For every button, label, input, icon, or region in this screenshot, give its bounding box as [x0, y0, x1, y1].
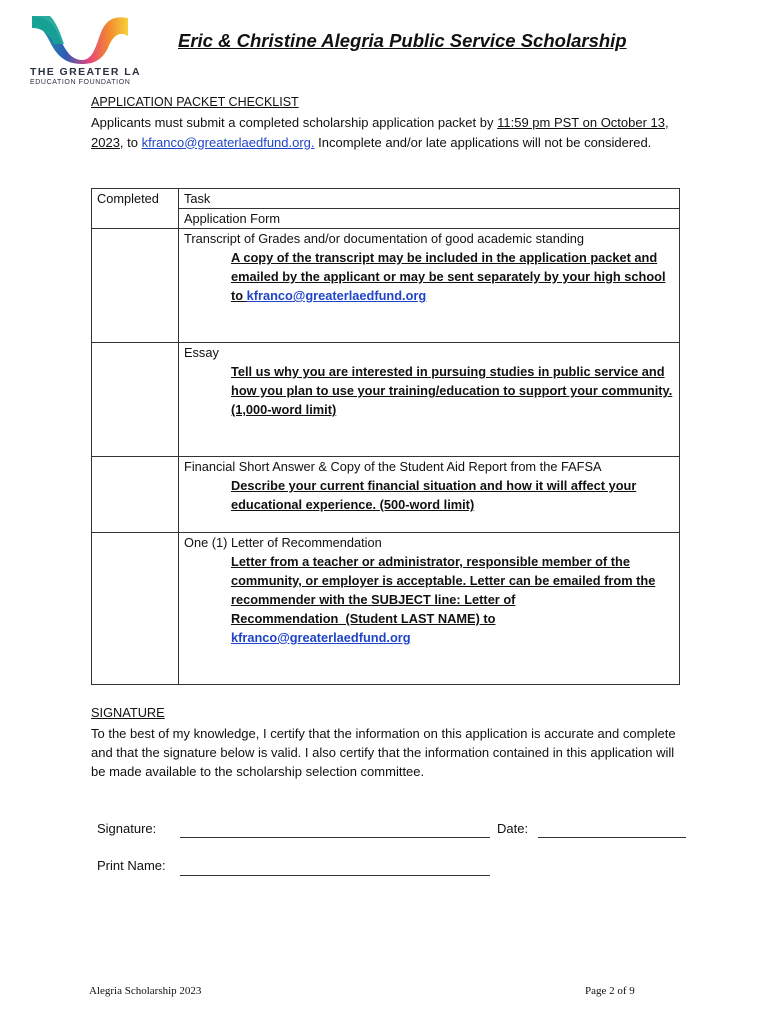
table-row	[92, 457, 680, 533]
signature-line[interactable]	[180, 837, 490, 838]
signature-label: Signature:	[97, 821, 157, 836]
footer-left: Alegria Scholarship 2023	[89, 985, 202, 997]
task-detail	[231, 552, 679, 647]
completed-header: Completed	[97, 191, 159, 206]
task-label: Financial Short Answer & Copy of the Student Aid Report from the FAFSA	[184, 459, 602, 474]
task-header-cell	[179, 189, 680, 209]
task-cell-essay	[179, 343, 680, 457]
intro-text-b: , to	[119, 134, 142, 150]
intro-text-c: Incomplete and/or late applications will not be considered.	[314, 134, 652, 150]
logo-text-line2: EDUCATION FOUNDATION	[30, 79, 131, 86]
signature-statement: To the best of my knowledge, I certify that the information on this application is accurate and complete and that the signature below is valid. I also certify that the information contained in this application will be made available to the scholarship selection committee.	[91, 726, 676, 779]
logo-mark-icon	[30, 14, 130, 66]
task-detail	[231, 248, 679, 305]
completed-cell[interactable]	[92, 229, 179, 343]
completed-cell[interactable]	[92, 457, 179, 533]
table-row	[92, 343, 680, 457]
intro-text-a: Applicants must submit a completed scholarship application packet by	[91, 115, 498, 130]
task-detail: Tell us why you are interested in pursuing studies in public service and how you plan to use your training/education to support your community. (1,000-word limit)	[231, 364, 673, 417]
table-row	[92, 209, 680, 229]
table-row-header	[92, 189, 680, 209]
task-detail-text: A copy of the transcript may be included in the application packet and emailed by the applicant or may be sent separately by your high school to	[231, 250, 666, 303]
task-label: One (1) Letter of Recommendation	[184, 535, 382, 550]
completed-cell[interactable]	[92, 533, 179, 685]
task-cell-financial	[179, 457, 680, 533]
email-link[interactable]: kfranco@greaterlaedfund.org	[231, 630, 411, 645]
table-row	[92, 533, 680, 685]
date-label: Date:	[497, 821, 529, 836]
checklist-heading: APPLICATION PACKET CHECKLIST	[91, 95, 299, 109]
task-detail-text: Letter from a teacher or administrator, responsible member of the community, or employer is acceptable. Letter can be emailed from the recommender with the SUBJECT line: Letter of Recommendation_(Student LAST NAME) to	[231, 554, 656, 626]
foundation-logo	[30, 14, 142, 90]
print-name-line[interactable]	[180, 875, 490, 876]
email-link[interactable]: kfranco@greaterlaedfund.org.	[141, 134, 315, 150]
task-cell-transcript	[179, 229, 680, 343]
task-label: Transcript of Grades and/or documentation of good academic standing	[184, 231, 585, 246]
task-detail: Describe your current financial situation and how it will affect your educational experience. (500-word limit)	[231, 478, 637, 512]
task-cell-recommendation	[179, 533, 680, 685]
completed-header-cell	[92, 189, 179, 229]
page-number: Page 2 of 9	[585, 985, 635, 997]
table-row	[92, 229, 680, 343]
email-link[interactable]: kfranco@greaterlaedfund.org	[246, 288, 427, 303]
print-name-label: Print Name:	[97, 858, 166, 873]
checklist-intro	[91, 113, 691, 152]
task-cell-application-form	[179, 209, 680, 229]
deadline-text: 11:59 pm PST on October 13, 2023	[91, 115, 669, 150]
page-title: Eric & Christine Alegria Public Service Scholarship	[178, 30, 627, 51]
checklist-table	[91, 188, 680, 685]
logo-text-line1: THE GREATER LA	[30, 66, 141, 78]
task-header: Task	[184, 191, 211, 206]
signature-heading: SIGNATURE	[91, 705, 165, 720]
task-label: Application Form	[184, 211, 281, 226]
task-label: Essay	[184, 345, 219, 360]
completed-cell[interactable]	[92, 343, 179, 457]
date-line[interactable]	[538, 837, 686, 838]
